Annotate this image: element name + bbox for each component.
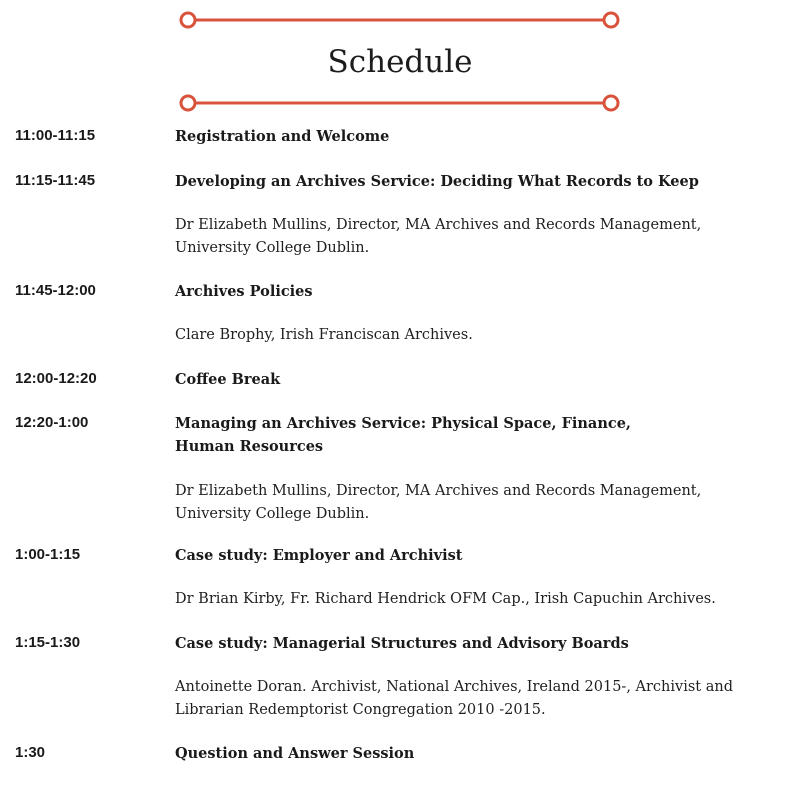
session-title: Case study: Employer and Archivist: [175, 547, 463, 564]
session-speaker: Clare Brophy, Irish Franciscan Archives.: [175, 327, 473, 343]
session-speaker: Dr Elizabeth Mullins, Director, MA Archives and Records Management, University College Dublin.: [175, 217, 702, 256]
session-speaker: Dr Elizabeth Mullins, Director, MA Archives and Records Management, University College Dublin.: [175, 483, 702, 522]
schedule-time: 11:45-12:00: [15, 282, 96, 299]
session-title: Coffee Break: [175, 371, 281, 388]
session-speaker: Antoinette Doran. Archivist, National Archives, Ireland 2015-, Archivist and Librarian Redemptorist Congregation 2010 -2015.: [175, 679, 734, 718]
schedule-time: 11:00-11:15: [15, 127, 96, 144]
session-title: Registration and Welcome: [175, 128, 390, 145]
session-speaker: Dr Brian Kirby, Fr. Richard Hendrick OFM Cap., Irish Capuchin Archives.: [175, 591, 716, 607]
session-title: Archives Policies: [175, 283, 313, 300]
session-title: Case study: Managerial Structures and Advisory Boards: [175, 635, 629, 652]
schedule-time: 1:00-1:15: [15, 546, 81, 563]
schedule-time: 1:15-1:30: [15, 634, 81, 651]
schedule-time: 1:30: [15, 744, 46, 761]
schedule-time: 12:00-12:20: [15, 370, 97, 387]
session-title: Managing an Archives Service: Physical Space, Finance, Human Resources: [175, 415, 631, 455]
schedule-time: 12:20-1:00: [15, 414, 89, 431]
session-title: Question and Answer Session: [175, 745, 415, 762]
page-title: Schedule: [327, 44, 473, 80]
schedule-time: 11:15-11:45: [15, 172, 96, 189]
session-title: Developing an Archives Service: Deciding What Records to Keep: [175, 173, 699, 190]
